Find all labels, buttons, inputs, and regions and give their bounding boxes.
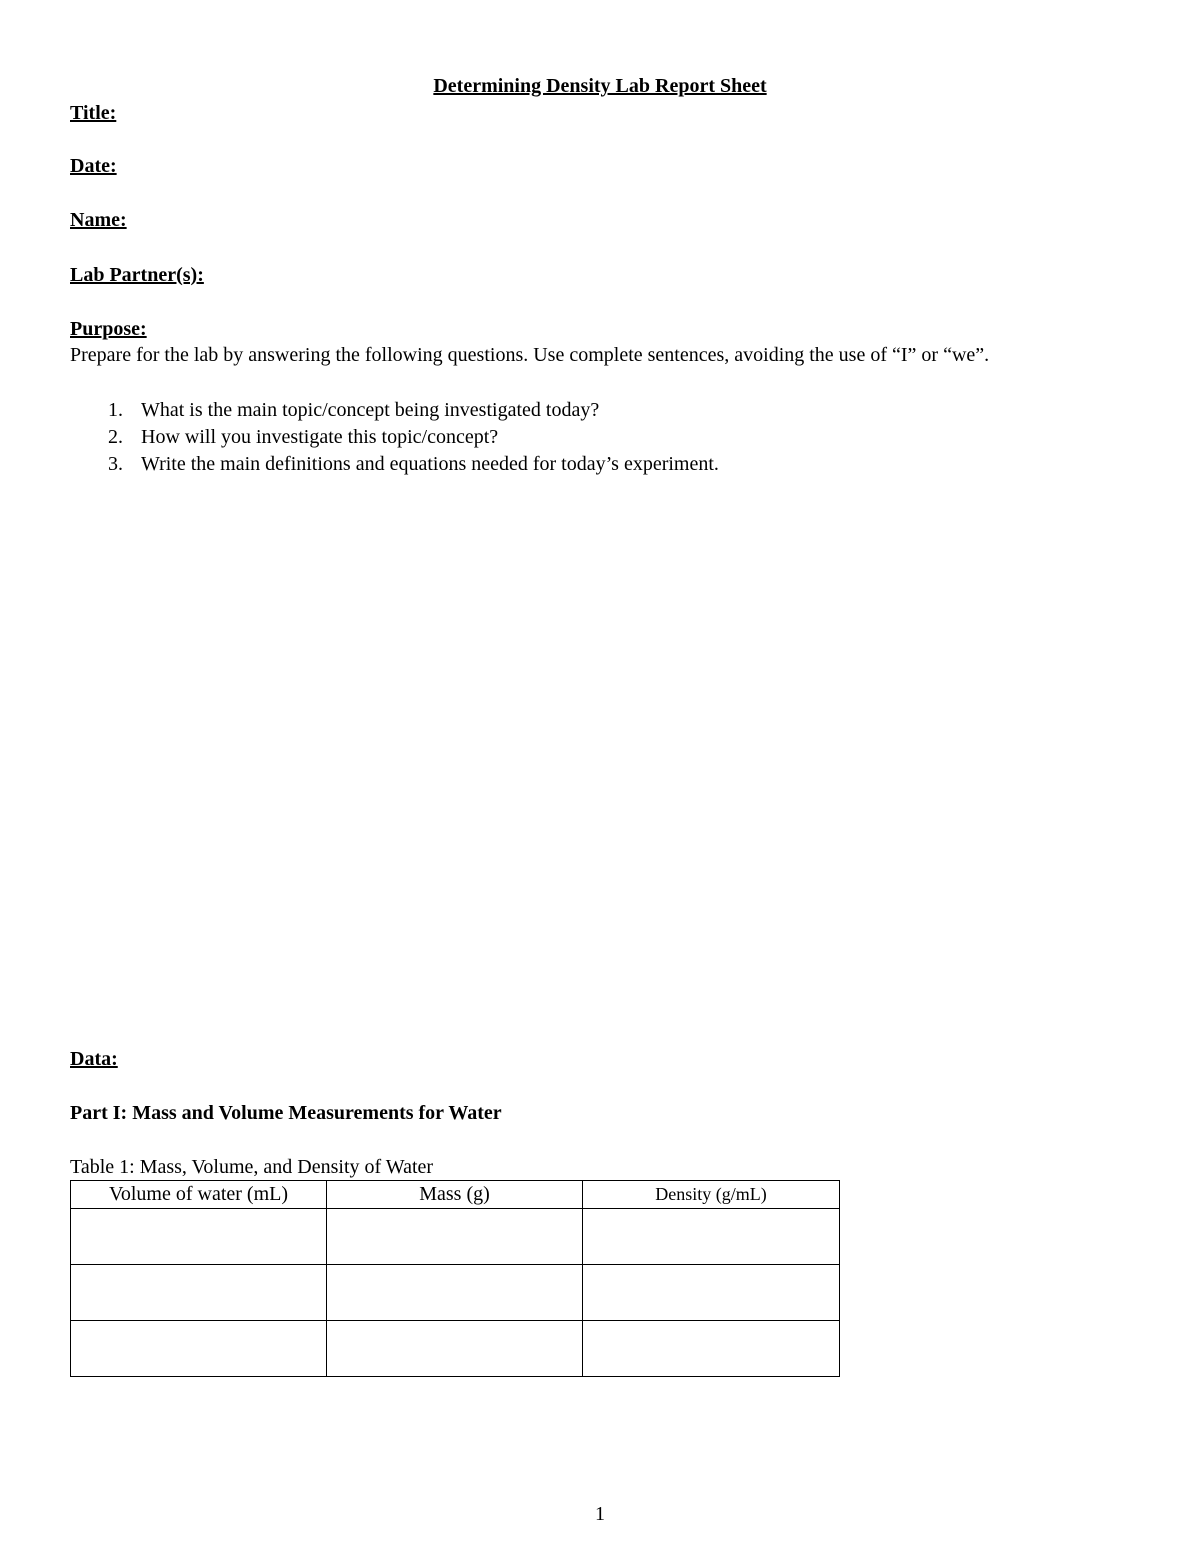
page-number: 1 bbox=[595, 1503, 605, 1525]
purpose-heading: Purpose: bbox=[70, 318, 147, 340]
name-field-label: Name: bbox=[70, 209, 127, 231]
question-number: 1. bbox=[108, 399, 123, 421]
document-title: Determining Density Lab Report Sheet bbox=[433, 75, 767, 97]
date-field-label: Date: bbox=[70, 155, 117, 177]
table-row bbox=[71, 1321, 840, 1377]
question-item bbox=[70, 451, 1070, 477]
part-one-title: Part I: Mass and Volume Measurements for Water bbox=[70, 1102, 502, 1124]
table-cell-density[interactable] bbox=[583, 1321, 840, 1377]
lab-partners-field-label: Lab Partner(s): bbox=[70, 264, 204, 286]
question-item bbox=[70, 424, 1070, 450]
table-caption: Table 1: Mass, Volume, and Density of Water bbox=[70, 1156, 434, 1178]
table-row bbox=[71, 1265, 840, 1321]
table-header-row bbox=[71, 1181, 840, 1209]
table-cell-mass[interactable] bbox=[327, 1209, 583, 1265]
column-header-volume: Volume of water (mL) bbox=[71, 1181, 327, 1209]
title-field-label: Title: bbox=[70, 102, 117, 124]
table-cell-density[interactable] bbox=[583, 1265, 840, 1321]
column-header-density: Density (g/mL) bbox=[583, 1181, 840, 1209]
question-text: How will you investigate this topic/concept? bbox=[141, 426, 499, 448]
table-cell-volume[interactable] bbox=[71, 1265, 327, 1321]
question-number: 2. bbox=[108, 426, 123, 448]
table-cell-volume[interactable] bbox=[71, 1321, 327, 1377]
table-cell-density[interactable] bbox=[583, 1209, 840, 1265]
question-text: Write the main definitions and equations needed for today’s experiment. bbox=[141, 453, 719, 475]
table-row bbox=[71, 1209, 840, 1265]
density-data-table bbox=[70, 1180, 840, 1377]
table-cell-volume[interactable] bbox=[71, 1209, 327, 1265]
question-text: What is the main topic/concept being investigated today? bbox=[141, 399, 600, 421]
table-cell-mass[interactable] bbox=[327, 1265, 583, 1321]
purpose-instructions: Prepare for the lab by answering the following questions. Use complete sentences, avoiding the use of “I” or “we”. bbox=[70, 344, 990, 366]
question-item bbox=[70, 397, 1070, 423]
column-header-mass: Mass (g) bbox=[327, 1181, 583, 1209]
table-cell-mass[interactable] bbox=[327, 1321, 583, 1377]
question-number: 3. bbox=[108, 453, 123, 475]
data-heading: Data: bbox=[70, 1048, 118, 1070]
